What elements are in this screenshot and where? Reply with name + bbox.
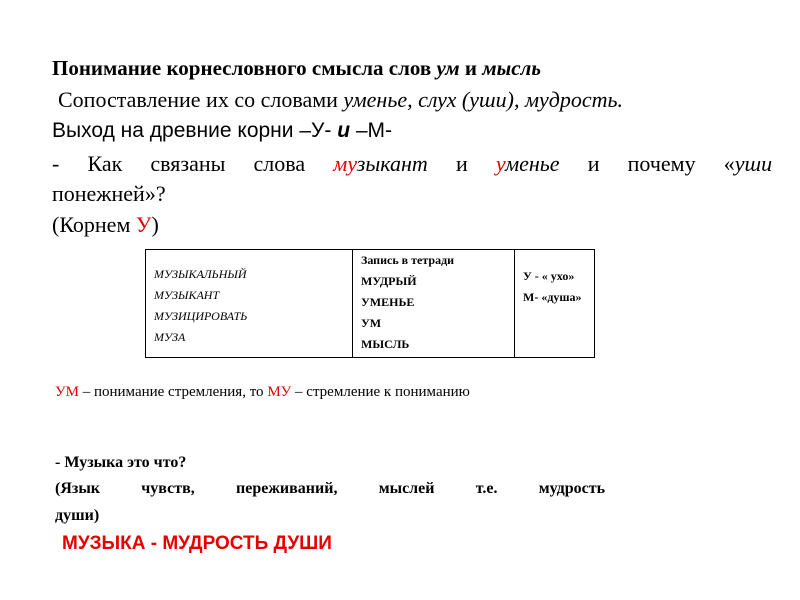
compare-line bbox=[58, 87, 623, 113]
question-word: почему bbox=[627, 151, 696, 176]
table-cell-notebook bbox=[353, 250, 515, 358]
question-word: слова bbox=[253, 151, 306, 176]
word-rest: зыкант bbox=[356, 151, 428, 176]
list-item: УМЕНЬЕ bbox=[361, 295, 415, 309]
meaning-mu: МУ bbox=[267, 384, 292, 400]
conclusion: МУЗЫКА - МУДРОСТЬ ДУШИ bbox=[62, 533, 332, 554]
question-word-umenie bbox=[496, 151, 560, 176]
question-word: Как bbox=[87, 151, 123, 176]
meaning-part1: – понимание стремления, то bbox=[78, 384, 268, 400]
question-word-muzykant bbox=[333, 151, 428, 176]
root-u: у bbox=[495, 151, 506, 176]
compare-prefix: Сопоставление их со словами bbox=[58, 87, 344, 112]
music-answer-word: (Язык bbox=[55, 480, 101, 497]
question-word: - bbox=[52, 151, 60, 176]
words-table bbox=[145, 249, 595, 358]
music-answer-line bbox=[55, 480, 605, 498]
roots-i: и bbox=[337, 119, 351, 142]
music-question: - Музыка это что? bbox=[55, 454, 187, 471]
meaning-um: УМ bbox=[55, 384, 79, 400]
list-item: М- «душа» bbox=[523, 290, 582, 304]
heading-line bbox=[52, 56, 541, 81]
question-word-ushi bbox=[724, 151, 772, 176]
list-item: МУЗЫКАЛЬНЫЙ bbox=[154, 267, 247, 281]
list-item: УМ bbox=[361, 316, 382, 330]
question-line bbox=[52, 151, 772, 177]
table-cell-roots bbox=[515, 250, 595, 358]
heading-word-um: ум bbox=[436, 56, 460, 80]
answer-line bbox=[52, 212, 159, 238]
list-item: МЫСЛЬ bbox=[361, 337, 410, 351]
table-row bbox=[146, 250, 595, 358]
answer-suffix: ) bbox=[151, 212, 159, 237]
word-ushi: уши bbox=[734, 151, 773, 176]
question-word: связаны bbox=[150, 151, 226, 176]
music-answer-end: души) bbox=[55, 507, 100, 524]
meaning-part2: – стремление к пониманию bbox=[291, 384, 470, 400]
open-quote: « bbox=[723, 151, 735, 176]
roots-prefix: Выход на древние корни –У- bbox=[52, 119, 338, 142]
list-item: МУЗЫКАНТ bbox=[154, 288, 220, 302]
list-item: МУДРЫЙ bbox=[361, 274, 417, 288]
list-item: У - « ухо» bbox=[523, 269, 575, 283]
compare-words: уменье, слух (уши), мудрость. bbox=[343, 87, 623, 112]
list-item: МУЗА bbox=[154, 330, 186, 344]
list-item: МУЗИЦИРОВАТЬ bbox=[154, 309, 248, 323]
question-end: понежней»? bbox=[52, 181, 166, 206]
music-answer-word: переживаний, bbox=[236, 480, 338, 497]
answer-prefix: (Корнем bbox=[52, 212, 136, 237]
heading-prefix: Понимание корнесловного смысла слов bbox=[52, 56, 437, 80]
music-answer-word: чувств, bbox=[141, 480, 195, 497]
heading-word-mysl: мысль bbox=[482, 56, 541, 80]
question-word: и bbox=[455, 151, 468, 176]
question-word: и bbox=[587, 151, 600, 176]
music-answer-word: мудрость bbox=[538, 480, 606, 497]
list-item: Запись в тетради bbox=[361, 253, 455, 267]
root-mu: му bbox=[333, 151, 357, 176]
meaning-line bbox=[55, 384, 470, 401]
music-answer-word: мыслей bbox=[378, 480, 435, 497]
music-answer-word: т.е. bbox=[475, 480, 498, 497]
table-cell-music-words bbox=[146, 250, 353, 358]
roots-suffix: –М- bbox=[350, 119, 393, 142]
roots-line bbox=[52, 119, 392, 143]
heading-conj: и bbox=[459, 56, 483, 80]
word-rest: менье bbox=[505, 151, 560, 176]
answer-root: У bbox=[135, 212, 152, 237]
